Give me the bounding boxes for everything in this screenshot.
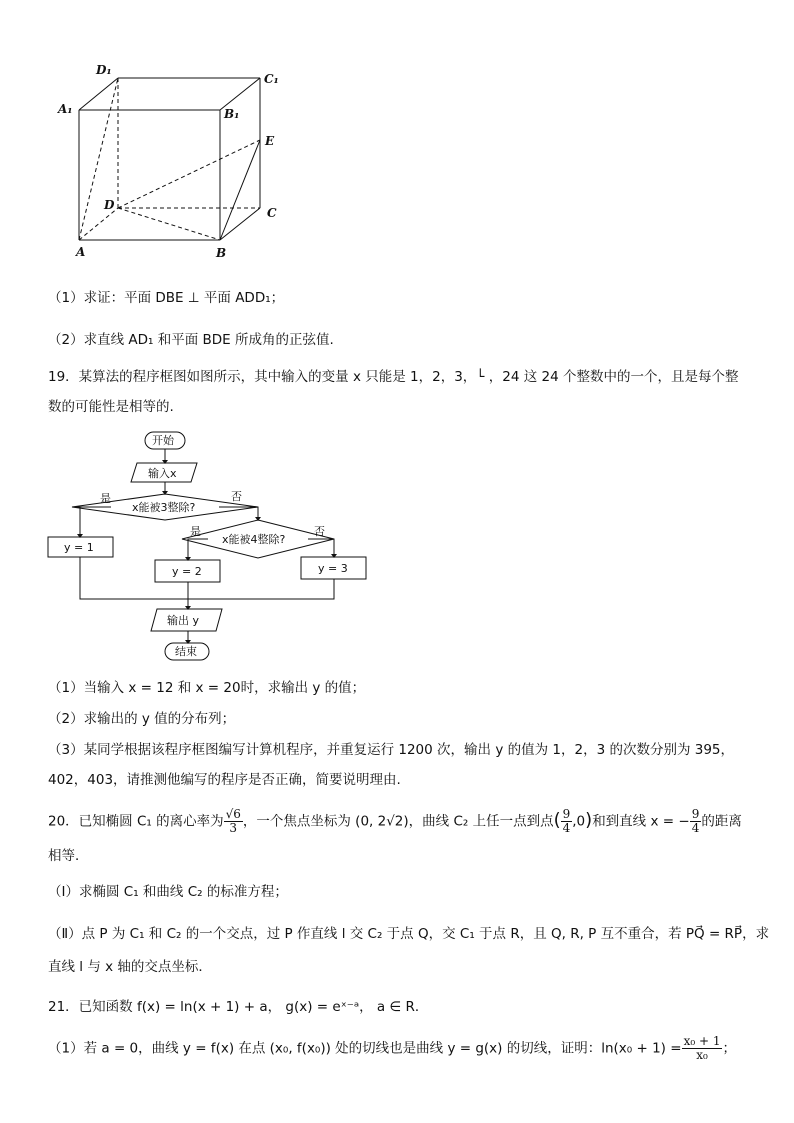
flow-no-label-2: 否 [314, 525, 325, 538]
flow-output-text: 输出 y [167, 614, 200, 627]
flow-start-text: 开始 [152, 434, 174, 447]
flow-cond1-text: x能被3整除? [132, 501, 196, 514]
label-b1: B₁ [224, 107, 240, 121]
q21-part1 [48, 1035, 736, 1062]
q20-eccentricity-fraction: $\frac{√6}{3}$ [225, 807, 241, 835]
q20-stem-b: ，一个焦点坐标为 (0, 2√2)，曲线 C₂ 上任一点到点 [242, 813, 554, 830]
flow-branch-yes-2 [188, 539, 208, 560]
q19-part1: （1）当输入 x = 12 和 x = 20时，求输出 y 的值； [48, 680, 366, 696]
q20-stem-d: 的距离 [701, 813, 742, 830]
q19-part2: （2）求输出的 y 值的分布列； [48, 711, 236, 727]
flow-y1-text: y = 1 [64, 541, 94, 554]
flow-y2-text: y = 2 [172, 565, 202, 578]
flow-cond2-text: x能被4整除? [222, 533, 286, 546]
q18-part2: （2）求直线 AD₁ 和平面 BDE 所成角的正弦值. [48, 332, 334, 348]
cube-figure [0, 0, 794, 280]
label-a1: A₁ [58, 102, 73, 116]
edge-b1-c1 [220, 78, 260, 110]
q19-stem-line2: 数的可能性是相等的. [48, 399, 174, 415]
q20-point-fraction: $\frac{9}{4}$ [562, 807, 571, 835]
label-d: D [104, 198, 115, 212]
flow-merge [80, 557, 334, 599]
label-c: C [267, 206, 277, 220]
segment-b-e [220, 140, 260, 240]
diagonal-a-d1 [79, 78, 118, 240]
q21-fraction: $\frac{\text{x₀ + 1}}{\text{x₀}}$ [683, 1034, 721, 1062]
q20-stem-line2: 相等． [48, 848, 89, 864]
segment-d-e [118, 140, 260, 208]
flow-y3-text: y = 3 [318, 562, 348, 575]
label-e: E [265, 134, 275, 148]
flow-branch-yes-1 [72, 507, 80, 537]
q19-part3-line2: 402，403，请推测他编写的程序是否正确，简要说明理由. [48, 772, 401, 788]
flow-branch-no-2 [308, 539, 334, 557]
q20-part1: （Ⅰ）求椭圆 C₁ 和曲线 C₂ 的标准方程； [48, 884, 288, 900]
flow-end-text: 结束 [175, 645, 197, 658]
q20-stem-line1: 20．已知椭圆 C₁ 的离心率为 $\frac{√6}{3}$ ，一个焦点坐标为 (0, 2√2)，曲线 C₂ 上任一点到点( $\frac{9}{4}$ ,0)和到直线 x = − $\frac{9}{4}$ 的距离 [48, 807, 742, 835]
label-a: A [76, 245, 86, 259]
flow-yes-label-1: 是 [100, 492, 111, 505]
flowchart [0, 425, 794, 670]
label-b: B [216, 246, 227, 260]
q18-part1: （1）求证：平面 DBE ⊥ 平面 ADD₁； [48, 290, 285, 306]
flow-yes-label-2: 是 [190, 525, 201, 538]
flow-input-text: 输入x [148, 467, 177, 480]
edge-a1-d1 [79, 78, 118, 110]
flow-branch-no-1 [219, 507, 258, 520]
label-d1: D₁ [96, 63, 112, 77]
label-c1: C₁ [264, 72, 279, 86]
q20-stem-c: 和到直线 x = − [592, 813, 690, 830]
q20-part2-line1: （Ⅱ）点 P 为 C₁ 和 C₂ 的一个交点，过 P 作直线 l 交 C₂ 于点 Q，交 C₁ 于点 R，且 Q, R, P 互不重合，若 PQ⃗ = RP⃗，求 [48, 926, 770, 942]
q21-part1-b: ； [722, 1040, 736, 1057]
q19-stem-line1: 19．某算法的程序框图如图所示，其中输入的变量 x 只能是 1，2，3，└ ，24 这 24 个整数中的一个，且是每个整 [48, 369, 739, 385]
flow-no-label-1: 否 [231, 490, 242, 503]
q20-stem-a: 20．已知椭圆 C₁ 的离心率为 [48, 813, 224, 830]
edge-a-d [79, 208, 118, 240]
diagonal-d-b [118, 208, 220, 240]
q19-part3-line1: （3）某同学根据该程序框图编写计算机程序，并重复运行 1200 次，输出 y 的值为 1，2，3 的次数分别为 395， [48, 742, 735, 758]
q21-part1-a: （1）若 a = 0，曲线 y = f(x) 在点 (x₀, f(x₀)) 处的切线也是曲线 y = g(x) 的切线，证明：ln(x₀ + 1) = [48, 1040, 682, 1057]
q20-part2-line2: 直线 l 与 x 轴的交点坐标． [48, 959, 212, 975]
q20-line-fraction: $\frac{9}{4}$ [691, 807, 700, 835]
q21-stem: 21．已知函数 f(x) = ln(x + 1) + a， g(x) = eˣ⁻ᵃ， a ∈ R． [48, 999, 429, 1015]
